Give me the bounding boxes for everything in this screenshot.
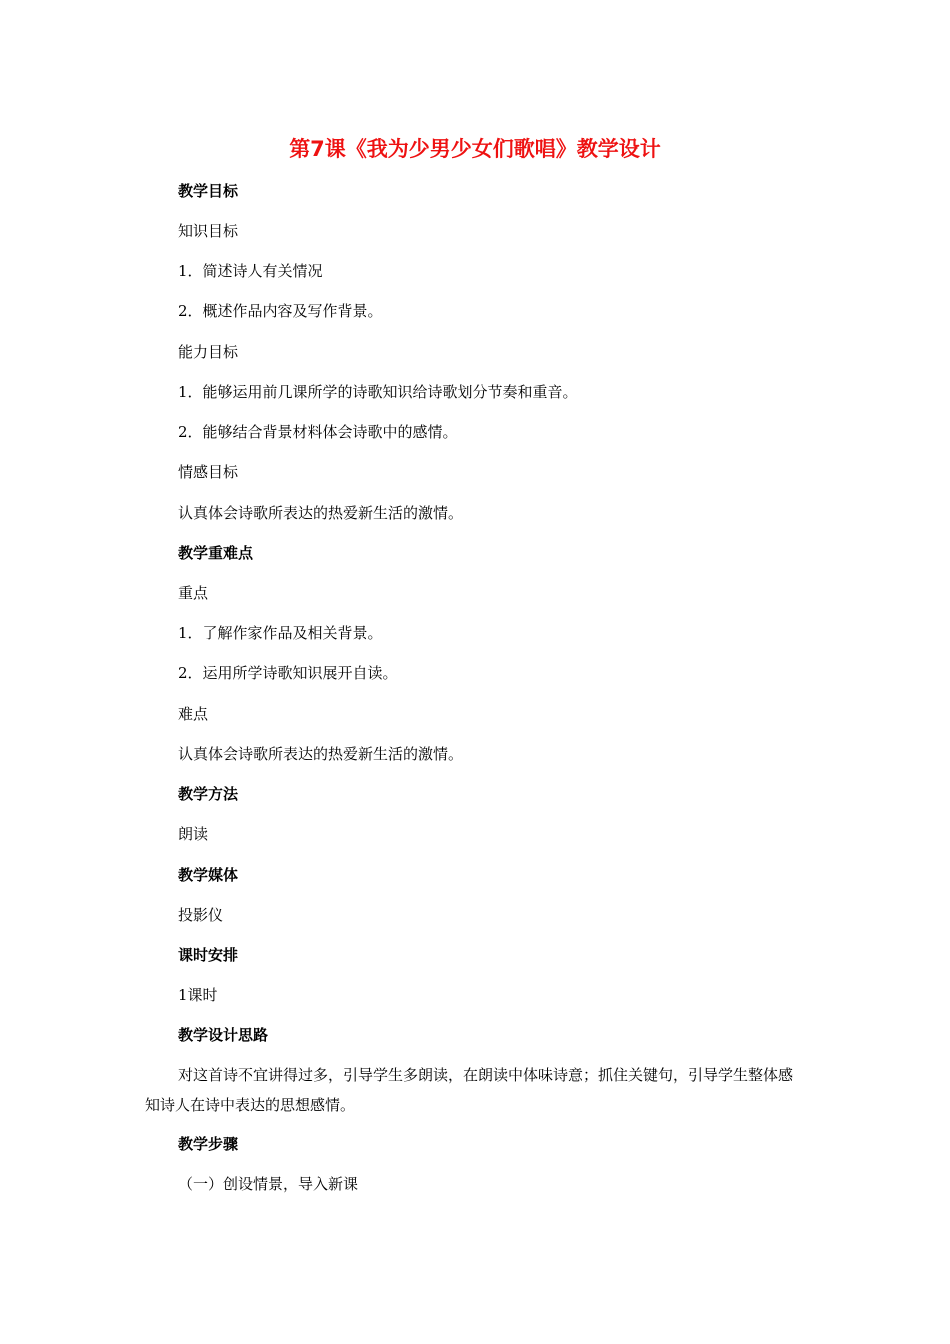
media-heading: 教学媒体 bbox=[178, 866, 239, 884]
difficult-label: 难点 bbox=[178, 705, 209, 723]
key-item-1: 1．了解作家作品及相关背景。 bbox=[178, 624, 383, 642]
goals-heading: 教学目标 bbox=[178, 182, 239, 200]
emotion-goals-label: 情感目标 bbox=[178, 463, 239, 481]
document-title: 第7课《我为少男少女们歌唱》教学设计 bbox=[289, 137, 661, 161]
key-item-2: 2．运用所学诗歌知识展开自读。 bbox=[178, 664, 398, 682]
knowledge-goal-item-1: 1．简述诗人有关情况 bbox=[178, 262, 323, 280]
knowledge-goal-item-2: 2．概述作品内容及写作背景。 bbox=[178, 302, 383, 320]
design-heading: 教学设计思路 bbox=[178, 1026, 269, 1044]
design-paragraph: 对这首诗不宜讲得过多，引导学生多朗读，在朗读中体味诗意；抓住关键句，引导学生整体感知诗人在诗中表达的思想感情。 bbox=[145, 1066, 794, 1114]
method-heading: 教学方法 bbox=[178, 785, 239, 803]
ability-goal-item-1: 1．能够运用前几课所学的诗歌知识给诗歌划分节奏和重音。 bbox=[178, 383, 578, 401]
ability-goal-item-2: 2．能够结合背景材料体会诗歌中的感情。 bbox=[178, 423, 458, 441]
key-points-heading: 教学重难点 bbox=[178, 544, 254, 562]
schedule-text: 1课时 bbox=[178, 986, 218, 1004]
steps-heading: 教学步骤 bbox=[178, 1135, 239, 1153]
difficult-text: 认真体会诗歌所表达的热爱新生活的激情。 bbox=[178, 745, 464, 763]
ability-goals-label: 能力目标 bbox=[178, 343, 239, 361]
step-one: （一）创设情景，导入新课 bbox=[178, 1175, 359, 1193]
schedule-heading: 课时安排 bbox=[178, 946, 239, 964]
knowledge-goals-label: 知识目标 bbox=[178, 222, 239, 240]
media-text: 投影仪 bbox=[178, 906, 224, 924]
method-text: 朗读 bbox=[178, 825, 209, 843]
key-label: 重点 bbox=[178, 584, 209, 602]
emotion-goal-text: 认真体会诗歌所表达的热爱新生活的激情。 bbox=[178, 504, 464, 522]
